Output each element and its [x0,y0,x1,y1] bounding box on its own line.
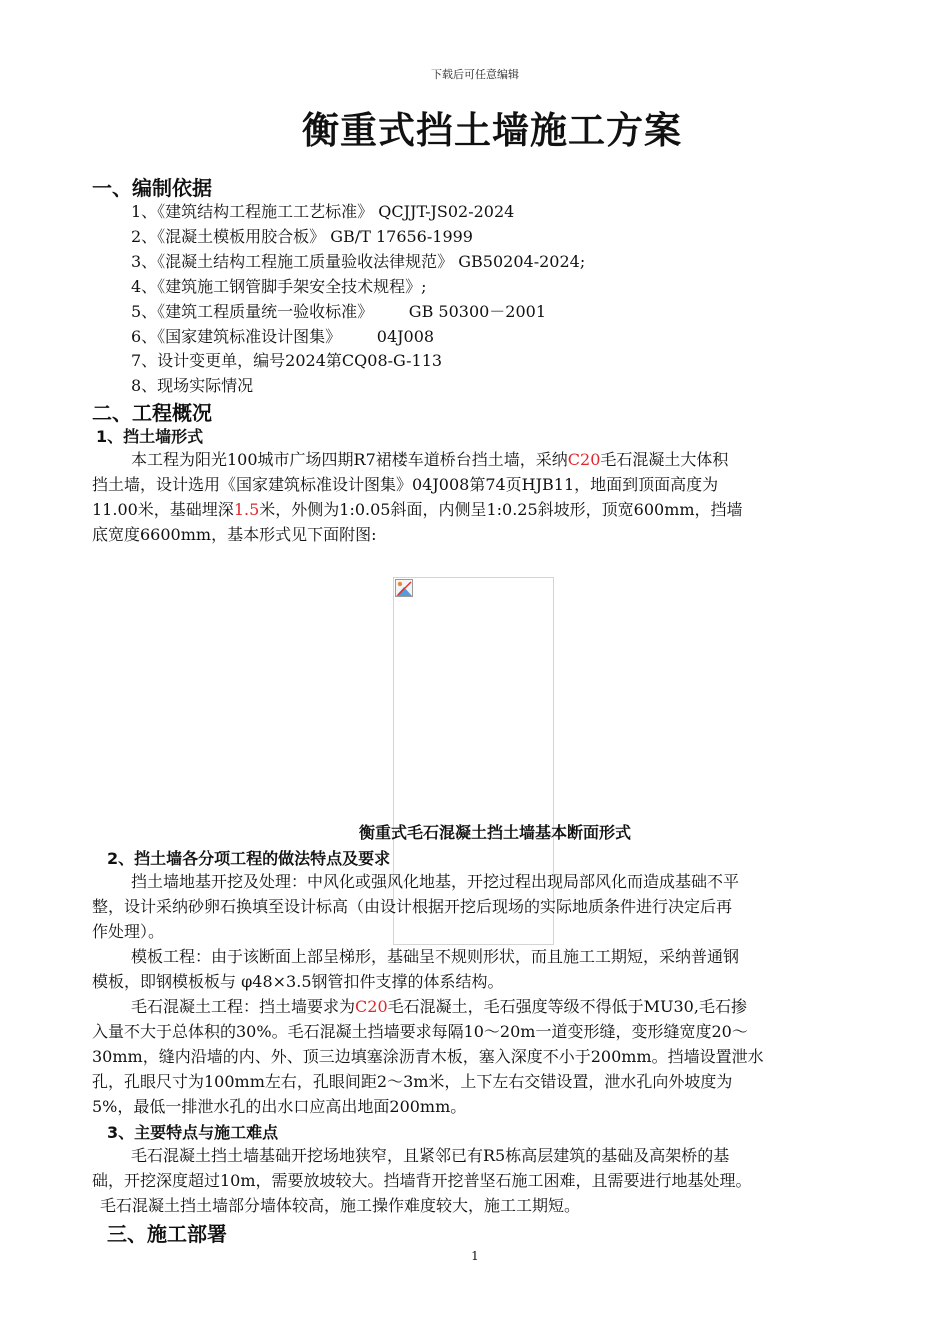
paragraph-line: 30mm，缝内沿墙的内、外、顶三边填塞涂沥青木板，塞入深度不小于200mm。挡墙设置泄水 [92,1047,764,1066]
paragraph-line [131,994,747,1019]
reference-item: 3、《混凝土结构工程施工质量验收法律规范》 GB50204-2024; [131,252,586,271]
document-title: 衡重式挡土墙施工方案 [302,109,682,152]
text-run: 毛石混凝土，毛石强度等级不得低于MU30,毛石掺 [387,997,747,1016]
concrete-grade: C20 [355,997,388,1016]
figure-caption: 衡重式毛石混凝土挡土墙基本断面形式 [359,823,632,842]
text-run: 本工程为阳光100城市广场四期R7裙楼车道桥台挡土墙，采纳 [131,450,568,469]
concrete-grade: C20 [567,450,601,469]
paragraph-line: 毛石混凝土挡土墙基础开挖场地狭窄，且紧邻已有R5栋高层建筑的基础及高架桥的基 [131,1146,730,1165]
text-run: 毛石混凝土大体积 [600,450,729,469]
paragraph-line: 整，设计采纳砂卵石换填至设计标高（由设计根据开挖后现场的实际地质条件进行决定后再 [92,897,733,916]
subsection-heading-difficulties: 3、主要特点与施工难点 [107,1123,279,1142]
reference-item: 2、《混凝土模板用胶合板》 GB/T 17656-1999 [131,227,473,246]
section-heading-basis: 一、编制依据 [92,176,212,200]
paragraph-line: 模板工程：由于该断面上部呈梯形，基础呈不规则形状，而且施工工期短，采纳普通钢 [131,947,740,966]
section-heading-overview: 二、工程概况 [92,401,212,425]
paragraph-line [131,447,728,472]
paragraph-line: 挡土墙，设计选用《国家建筑标准设计图集》04J008第74页HJB11，地面到顶面高度为 [92,475,719,494]
text-run: 11.00米，基础埋深 [92,500,234,519]
paragraph-line [92,497,743,522]
text-run: 毛石混凝土工程：挡土墙要求为 [131,997,356,1016]
paragraph-line: 5%，最低一排泄水孔的出水口应高出地面200mm。 [92,1097,467,1116]
broken-image-icon [395,579,413,597]
foundation-depth: 1.5 [233,500,260,519]
paragraph-line: 础，开挖深度超过10m，需要放坡较大。挡墙背开挖普坚石施工困难，且需要进行地基处理。 [92,1171,752,1190]
paragraph-line: 底宽度6600mm，基本形式见下面附图: [92,525,377,544]
reference-item: 5、《建筑工程质量统一验收标准》 GB 50300－2001 [131,302,547,321]
paragraph-line: 孔，孔眼尺寸为100mm左右，孔眼间距2～3m米，上下左右交错设置，泄水孔向外坡度为 [92,1072,733,1091]
paragraph-line: 挡土墙地基开挖及处理：中风化或强风化地基，开挖过程出现局部风化而造成基础不平 [131,872,740,891]
page-header-note: 下载后可任意编辑 [431,68,519,81]
reference-item: 8、现场实际情况 [131,376,254,395]
subsection-heading-wall-form: 1、挡土墙形式 [96,427,204,446]
paragraph-line: 模板，即钢模板板与 φ48×3.5钢管扣件支撑的体系结构。 [92,972,504,991]
subsection-heading-methods: 2、挡土墙各分项工程的做法特点及要求 [107,849,391,868]
reference-item: 6、《国家建筑标准设计图集》 04J008 [131,327,435,346]
paragraph-line: 毛石混凝土挡土墙部分墙体较高，施工操作难度较大，施工工期短。 [100,1196,581,1215]
text-run: 米，外侧为1:0.05斜面，内侧呈1:0.25斜坡形，顶宽600mm，挡墙 [259,500,743,519]
page-number: 1 [471,1249,479,1263]
reference-item: 7、设计变更单，编号2024第CQ08-G-113 [131,351,443,370]
paragraph-line: 入量不大于总体积的30%。毛石混凝土挡墙要求每隔10～20m一道变形缝，变形缝宽度20～ [92,1022,748,1041]
reference-item: 1、《建筑结构工程施工工艺标准》 QCJJT-JS02-2024 [131,202,515,221]
reference-item: 4、《建筑施工钢管脚手架安全技术规程》; [131,277,427,296]
paragraph-line: 作处理）。 [92,922,165,941]
section-heading-deployment: 三、施工部署 [107,1222,227,1246]
